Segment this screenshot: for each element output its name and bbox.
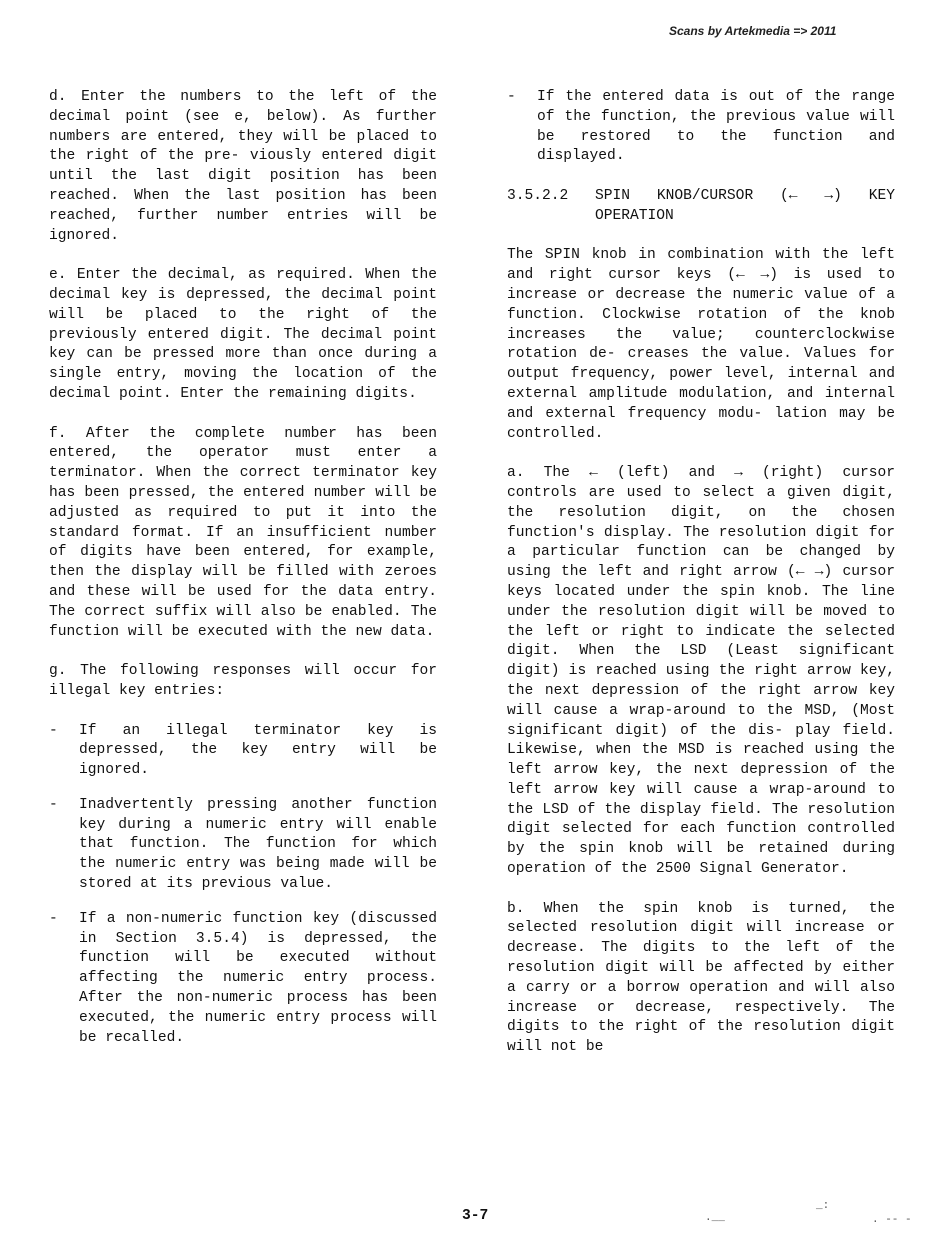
section-heading (507, 187, 895, 227)
scan-artifact: .__ (705, 1212, 725, 1224)
list-item (507, 88, 895, 167)
page-number: 3-7 (462, 1208, 489, 1224)
bullet-text: If a non-numeric function key (discussed in Section 3.5.4) is depressed, the function will be executed without affecting the numeric entry process. After the non-numeric process has been executed, the numeric entry process will be recalled. (79, 910, 437, 1046)
paragraph-a: a. The ← (left) and → (right) cursor controls are used to select a given digit, the resolution digit, on the chosen function's display. The resolution digit for a particular function can be changed by using the left and right arrow (← →) cursor keys located under the spin knob. The line under the resolution digit will be moved to the left or right to indicate the selected digit. When the LSD (Least significant digit) is reached using the right arrow key, the next depression of the right arrow key will cause a wrap-around to the MSD, (Most significant digit) of the dis- play field. Likewise, when the MSD is reached using the left arrow key, the next depression of the left arrow key will cause a wrap-around to the LSD of the display field. The resolution digit selected for each function controlled by the spin knob will be retained during operation of the 2500 Signal Generator. (507, 465, 895, 878)
scan-artifact: . -- - (872, 1214, 912, 1226)
paragraph-intro: The SPIN knob in combination with the left and right cursor keys (← →) is used to increase or decrease the numeric value of a function. Clockwise rotation of the knob increases the value; counterclockwise rotation de- creases the value. Values for output frequency, power level, internal and external amplitude modulation, and internal and external frequency modu- lation may be controlled. (507, 247, 895, 442)
bullet-dash: - (507, 89, 516, 105)
section-number: 3.5.2.2 (507, 187, 569, 204)
paragraph-b: b. When the spin knob is turned, the selected resolution digit will increase or decrease. The digits to the left of the resolution digit will be affected by either a carry or a borrow operation and will also increase or decrease, respectively. The digits to the right of the resolution digit will not be (507, 900, 895, 1056)
section-title: SPIN KNOB/CURSOR (← →) KEY OPERATION (595, 187, 895, 224)
list-item (49, 910, 437, 1049)
bullet-dash: - (49, 796, 58, 813)
bullet-dash: - (49, 910, 58, 927)
scan-artifact: _: (816, 1200, 830, 1212)
paragraph-f: f. After the complete number has been entered, the operator must enter a terminator. When the correct terminator key has been pressed, the entered number will be adjusted as required to put it into the standard format. If an insufficient number of digits have been entered, for example, then the display will be filled with zeroes and these will be used for the data entry. The correct suffix will also be enabled. The function will be executed with the new data. (49, 425, 437, 640)
list-item (49, 722, 437, 781)
paragraph-g: g. The following responses will occur for illegal key entries: (49, 663, 437, 699)
right-column (507, 88, 895, 1078)
bullet-text: Inadvertently pressing another function key during a numeric entry will enable that function. The function for which the numeric entry was being made will be stored at its previous value. (79, 796, 437, 893)
paragraph-e: e. Enter the decimal, as required. When the decimal key is depressed, the decimal point will be placed to the right of the previously entered digit. The decimal point key can be pressed more than once during a single entry, moving the location of the decimal point. Enter the remaining digits. (49, 267, 437, 402)
paragraph-d: d. Enter the numbers to the left of the decimal point (see e, below). As further numbers are entered, they will be placed to the right of the pre- viously entered digit until the last digit position has been reached. When the last position has been reached, further number entries will be ignored. (49, 89, 437, 244)
bullet-dash: - (49, 722, 58, 739)
scan-credit-note: Scans by Artekmedia => 2011 (669, 24, 837, 38)
bullet-text: If the entered data is out of the range of the function, the previous value will be restored to the function and displayed. (537, 89, 895, 165)
bullet-text: If an illegal terminator key is depressed, the key entry will be ignored. (79, 722, 437, 779)
left-column (49, 88, 437, 1063)
list-item (49, 796, 437, 895)
